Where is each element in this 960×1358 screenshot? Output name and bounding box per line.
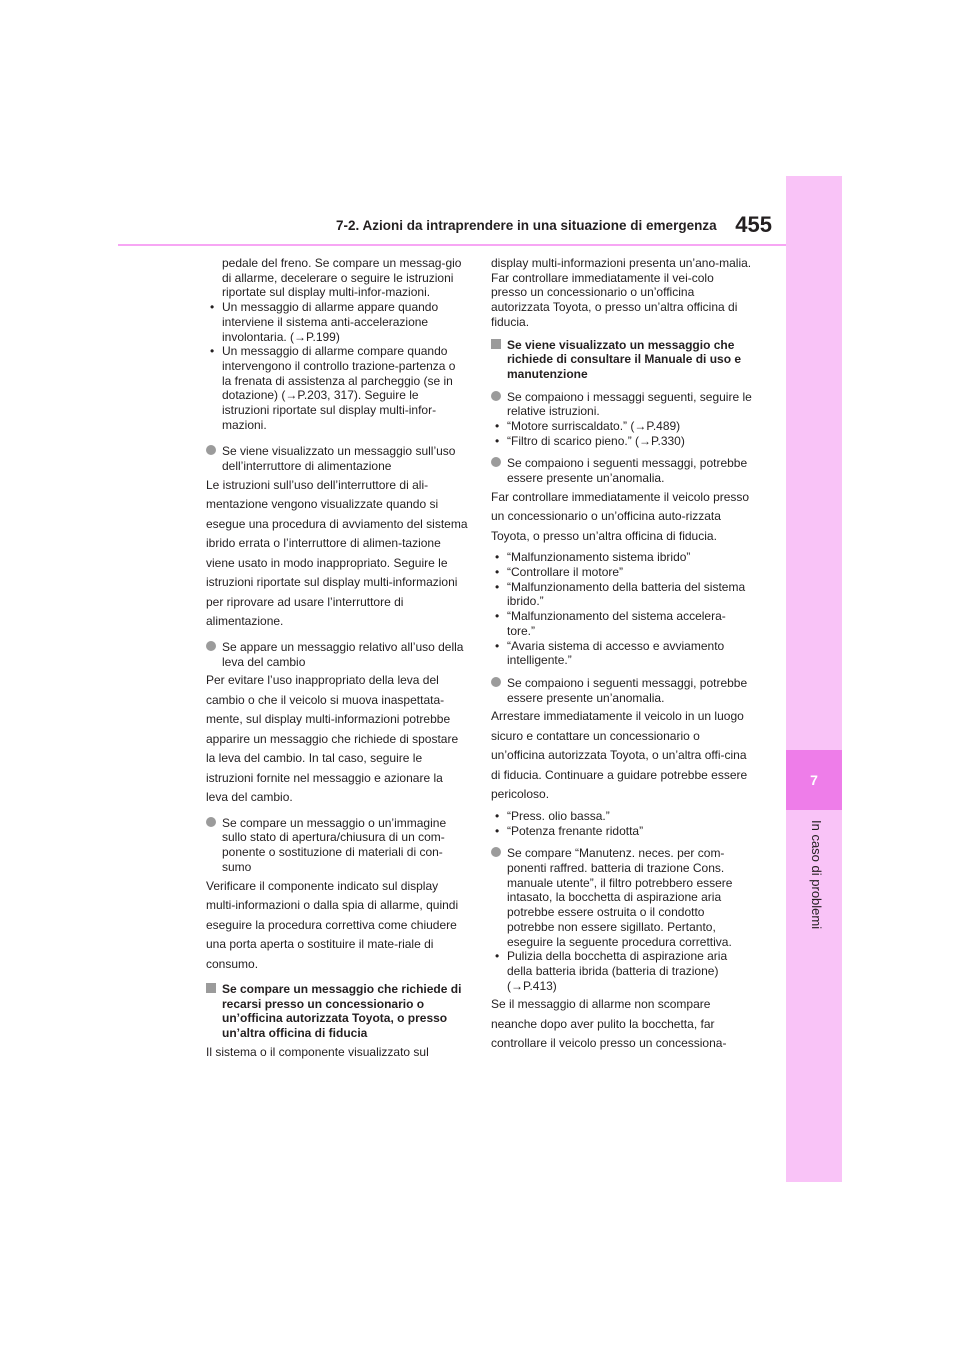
left-column	[206, 256, 468, 1062]
continued-text: display multi-informazioni presenta un’ano-malia. Far controllare immediatamente il vei-colo presso un concessionario o un’officina autorizzata Toyota, o presso un’altra officina di fiducia.	[491, 256, 752, 329]
subsection-heading: Se compaiono i seguenti messaggi, potrebbe essere presente un’anomalia.	[491, 456, 753, 485]
subsection-body: Se il messaggio di allarme non scompare neanche dopo aver pulito la bocchetta, far controllare il veicolo presso un concessiona-	[491, 997, 727, 1051]
section-heading: Se compare un messaggio o un’immagine sullo stato di apertura/chiusura di un com-ponente o sostituzione di materiali di con-sumo	[206, 816, 468, 875]
list-item: • Un messaggio di allarme appare quando interviene il sistema anti-accelerazione involontaria. (→P.199)	[206, 300, 468, 344]
header-rule	[118, 244, 786, 246]
subsection-body: Far controllare immediatamente il veicolo presso un concessionario o un’officina auto-rizzata Toyota, o presso un’altra officina di fiducia.	[491, 489, 750, 543]
section-heading: Se compare un messaggio che richiede di recarsi presso un concessionario o un’officina autorizzata Toyota, o presso un’altra officina di fiducia	[206, 982, 468, 1041]
section-heading: Se appare un messaggio relativo all’uso della leva del cambio	[206, 640, 468, 669]
list-item: • “Malfunzionamento del sistema accelera-tore.”	[491, 609, 753, 638]
subsection-body: Arrestare immediatamente il veicolo in un luogo sicuro e contattare un concessionario o un’officina autorizzata Toyota, o un’altra offi-cina di fiducia. Continuare a guidare potrebbe essere pericoloso.	[491, 709, 748, 802]
list-item: • “Motore surriscaldato.” (→P.489)	[491, 419, 753, 434]
page-number: 455	[735, 212, 772, 237]
list-item: • Un messaggio di allarme compare quando intervengono il controllo trazione-partenza o la frenata di assistenza al parcheggio (se in dotazione) (→P.203, 317). Seguire le istruzioni riportate sul display multi-infor-mazioni.	[206, 344, 468, 432]
list-item: • “Filtro di scarico pieno.” (→P.330)	[491, 434, 753, 449]
section-heading: Se viene visualizzato un messaggio che richiede di consultare il Manuale di uso e manutenzione	[491, 338, 753, 382]
list-item: • “Malfunzionamento sistema ibrido”	[491, 550, 753, 565]
section-body: Per evitare l’uso inappropriato della leva del cambio o che il veicolo si muova inaspettata-mente, sul display multi-informazioni potrebbe apparire un messaggio che richiede di spostare la leva del cambio. In tal caso, seguire le istruzioni fornite nel messaggio e azionare la leva del cambio.	[206, 673, 459, 805]
subsection-heading: Se compare “Manutenz. neces. per com-ponenti raffred. batteria di trazione Cons. manuale utente”, il filtro potrebbero essere intasato, la bocchetta di aspirazione aria potrebbe essere ostruita o il condotto potrebbe non essere sigillato. Pertanto, eseguire la seguente procedura correttiva.	[491, 846, 753, 949]
list-item: • “Controllare il motore”	[491, 565, 753, 580]
subsection-heading: Se compaiono i seguenti messaggi, potrebbe essere presente un’anomalia.	[491, 676, 753, 705]
list-item: • “Malfunzionamento della batteria del sistema ibrido.”	[491, 580, 753, 609]
section-body: Verificare il componente indicato sul display multi-informazioni o dalla spia di allarme, quindi eseguire la procedura correttiva come chiudere una porta aperta o sostituire il mate-riale di consumo.	[206, 878, 459, 971]
section-body: Le istruzioni sull’uso dell’interruttore di ali-mentazione vengono visualizzate quando si esegue una procedura di avviamento del sistema ibrido errata o l’interruttore di alimen-tazione viene usato in modo inappropriato. Seguire le istruzioni riportate sul display multi-informazioni per riprovare ad usare l’interruttore di alimentazione.	[206, 477, 468, 629]
list-item: • “Avaria sistema di accesso e avviamento intelligente.”	[491, 639, 753, 668]
subsection-heading: Se compaiono i messaggi seguenti, seguire le relative istruzioni.	[491, 390, 753, 419]
section-body: Il sistema o il componente visualizzato sul	[206, 1044, 429, 1059]
side-tab-band	[786, 176, 842, 1182]
right-column	[491, 256, 753, 1054]
list-item: • Pulizia della bocchetta di aspirazione aria della batteria ibrida (batteria di trazione) (→P.413)	[491, 949, 753, 993]
list-item: • “Potenza frenante ridotta”	[491, 824, 753, 839]
section-heading: Se viene visualizzato un messaggio sull’uso dell’interruttore di alimentazione	[206, 444, 468, 473]
chapter-tab-label: In caso di problemi	[809, 820, 824, 930]
list-item: • “Press. olio bassa.”	[491, 809, 753, 824]
chapter-tab: 7	[786, 750, 842, 810]
header-title: 7-2. Azioni da intraprendere in una situazione di emergenza	[336, 218, 717, 233]
intro-text: pedale del freno. Se compare un messag-gio di allarme, decelerare o seguire le istruzioni riportate sul display multi-infor-mazioni.	[222, 256, 462, 300]
